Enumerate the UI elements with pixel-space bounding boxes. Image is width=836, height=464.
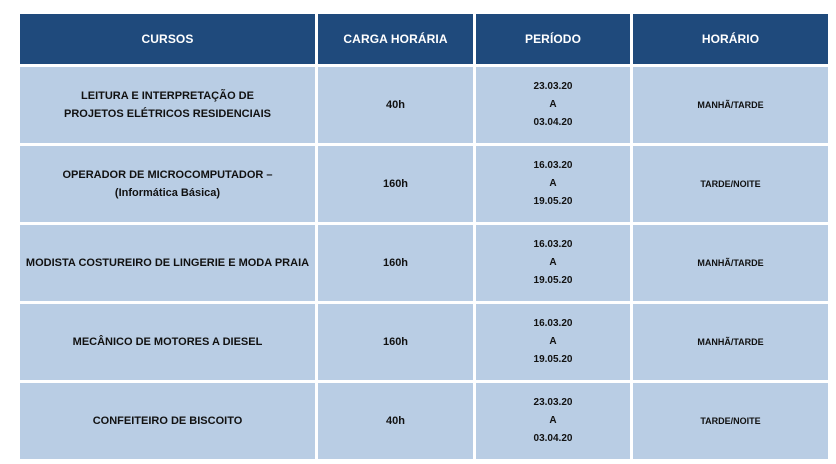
period-separator: A (549, 415, 557, 426)
course-period (476, 146, 630, 222)
period-end: 03.04.20 (533, 433, 573, 444)
period-separator: A (549, 178, 557, 189)
course-hours: 160h (318, 146, 473, 222)
period-end: 19.05.20 (533, 275, 573, 286)
period-separator: A (549, 257, 557, 268)
period-end: 19.05.20 (533, 354, 573, 365)
course-name: LEITURA E INTERPRETAÇÃO DE PROJETOS ELÉTRICOS RESIDENCIAIS (20, 67, 315, 143)
period-end: 19.05.20 (533, 196, 573, 207)
course-schedule: TARDE/NOITE (633, 146, 828, 222)
period-start: 16.03.20 (533, 160, 573, 171)
period-start: 23.03.20 (533, 81, 573, 92)
course-period (476, 304, 630, 380)
header-horario: HORÁRIO (633, 14, 828, 64)
course-hours: 160h (318, 304, 473, 380)
course-schedule: MANHÃ/TARDE (633, 304, 828, 380)
course-period (476, 225, 630, 301)
course-name: MODISTA COSTUREIRO DE LINGERIE E MODA PRAIA (20, 225, 315, 301)
header-cursos: CURSOS (20, 14, 315, 64)
course-name: MECÂNICO DE MOTORES A DIESEL (20, 304, 315, 380)
course-hours: 160h (318, 225, 473, 301)
course-hours: 40h (318, 383, 473, 459)
courses-table (20, 14, 828, 459)
period-end: 03.04.20 (533, 117, 573, 128)
period-start: 23.03.20 (533, 397, 573, 408)
period-separator: A (549, 336, 557, 347)
course-schedule: TARDE/NOITE (633, 383, 828, 459)
course-hours: 40h (318, 67, 473, 143)
header-carga-horaria: CARGA HORÁRIA (318, 14, 473, 64)
course-period (476, 67, 630, 143)
course-schedule: MANHÃ/TARDE (633, 225, 828, 301)
course-name: CONFEITEIRO DE BISCOITO (20, 383, 315, 459)
period-start: 16.03.20 (533, 318, 573, 329)
course-period (476, 383, 630, 459)
period-start: 16.03.20 (533, 239, 573, 250)
course-schedule: MANHÃ/TARDE (633, 67, 828, 143)
header-periodo: PERÍODO (476, 14, 630, 64)
course-name: OPERADOR DE MICROCOMPUTADOR – (Informática Básica) (20, 146, 315, 222)
period-separator: A (549, 99, 557, 110)
